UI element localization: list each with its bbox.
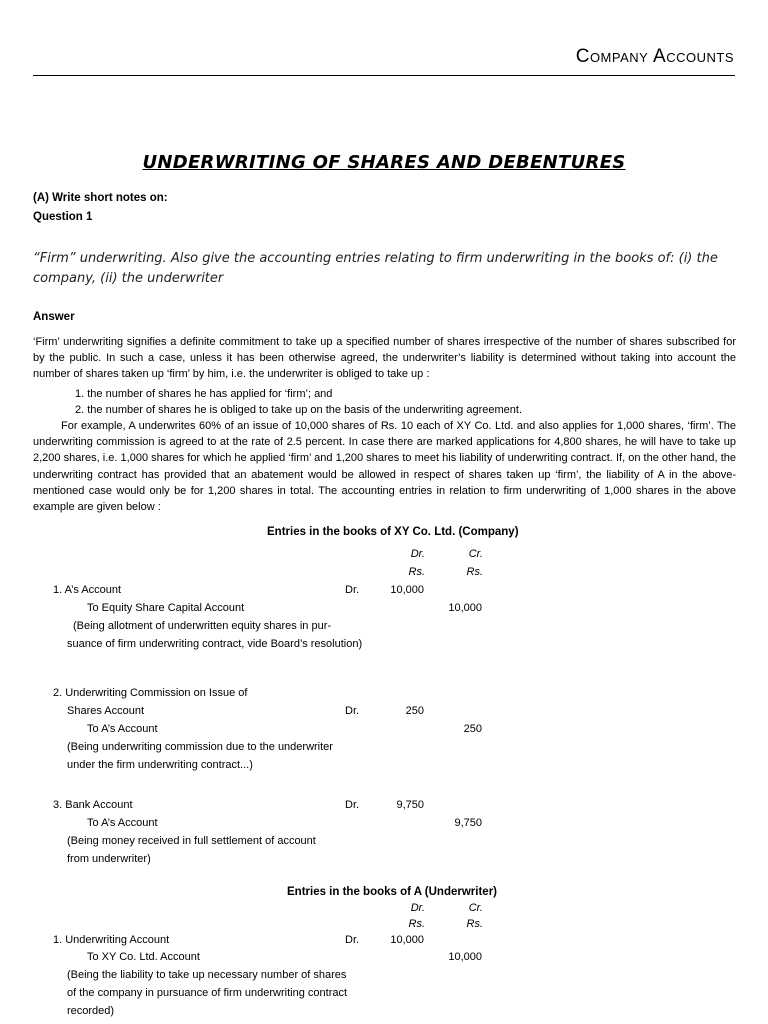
answer-paragraph-2: For example, A underwrites 60% of an issue of 10,000 shares of Rs. 10 each of XY Co. Ltd. and also applies for 1,000 shares, ‘firm’. The underwriting commission is agreed to at the rate of 2.5 percent. In case there are marked applications for 4,800 shares, he will have to take up 2,200 shares, i.e. 1,000 shares for which he applied ‘firm’ and 1,200 shares to meet his liability of underwriting contract. If, on the other hand, the underwriting contract has provided that an abatement would be allowed in respect of shares taken up ‘firm’, the liability of A in the above-mentioned case would only be for 1,200 shares in total. The accounting entries in relation to firm underwriting of 1,000 shares in the above example are given below : — [33, 420, 736, 514]
entry-narration: (Being the liability to take up necessary number of shares — [67, 969, 347, 981]
answer-label: Answer — [33, 311, 75, 323]
question-number: Question 1 — [33, 211, 93, 223]
entry-narration: (Being money received in full settlement of account — [67, 835, 316, 847]
entry-narration: under the firm underwriting contract...) — [67, 759, 253, 771]
entry-line: 1. A’s Account — [53, 584, 122, 596]
dr-unit: Rs. — [408, 918, 425, 930]
dr-mark: Dr. — [345, 705, 360, 717]
entry-line: To Equity Share Capital Account — [87, 602, 245, 614]
entry-narration: (Being underwriting commission due to the underwriter — [67, 741, 333, 753]
entry-narration: of the company in pursuance of firm underwriting contract — [67, 987, 348, 999]
entry-line: To XY Co. Ltd. Account — [87, 951, 200, 963]
cr-column-header: Cr. — [468, 902, 483, 914]
running-head: Company Accounts — [575, 46, 734, 67]
entry-narration: from underwriter) — [67, 853, 151, 865]
entry-narration: (Being allotment of underwritten equity shares in pur- — [73, 620, 332, 632]
entry-line: To A’s Account — [87, 723, 158, 735]
entry-line: 2. Underwriting Commission on Issue of — [53, 687, 248, 699]
entry-narration: suance of firm underwriting contract, vide Board’s resolution) — [67, 638, 363, 650]
dr-amount: 250 — [405, 705, 424, 717]
dr-column-header: Dr. — [410, 548, 425, 560]
dr-unit: Rs. — [408, 566, 425, 578]
entry-line: 3. Bank Account — [53, 799, 133, 811]
page-title: UNDERWRITING OF SHARES AND DEBENTURES — [142, 152, 626, 173]
section-label: (A) Write short notes on: — [33, 192, 168, 204]
cr-unit: Rs. — [466, 918, 483, 930]
company-table-title: Entries in the books of XY Co. Ltd. (Company) — [267, 526, 519, 538]
dr-amount: 10,000 — [390, 934, 424, 946]
cr-amount: 9,750 — [454, 817, 482, 829]
underwriter-table-title: Entries in the books of A (Underwriter) — [287, 886, 497, 898]
entry-line: Shares Account — [67, 705, 145, 717]
dr-mark: Dr. — [345, 934, 360, 946]
cr-column-header: Cr. — [468, 548, 483, 560]
cr-unit: Rs. — [466, 566, 483, 578]
entry-line: To A’s Account — [87, 817, 158, 829]
list-item: 2. the number of shares he is obliged to take up on the basis of the underwriting agreement. — [75, 404, 522, 416]
dr-mark: Dr. — [345, 799, 360, 811]
cr-amount: 250 — [463, 723, 482, 735]
answer-paragraph-1: ‘Firm’ underwriting signifies a definite commitment to take up a specified number of shares irrespective of the number of shares subscribed for by the public. In such a case, unless it has been otherwise agreed, the underwriter’s liability is determined without taking into account the number of shares taken up ‘firm’ by him, i.e. the underwriter is obliged to take up : — [33, 336, 736, 381]
dr-column-header: Dr. — [410, 902, 425, 914]
list-item: 1. the number of shares he has applied for ‘firm’; and — [75, 388, 333, 400]
entry-narration: recorded) — [67, 1005, 115, 1017]
header-rule — [33, 75, 735, 76]
question-text: “Firm” underwriting. Also give the accounting entries relating to firm underwriting in the books of: (i) the company, (ii) the underwriter — [33, 251, 718, 286]
dr-amount: 10,000 — [390, 584, 424, 596]
dr-amount: 9,750 — [396, 799, 424, 811]
dr-mark: Dr. — [345, 584, 360, 596]
cr-amount: 10,000 — [448, 951, 482, 963]
entry-line: 1. Underwriting Account — [53, 934, 170, 946]
cr-amount: 10,000 — [448, 602, 482, 614]
